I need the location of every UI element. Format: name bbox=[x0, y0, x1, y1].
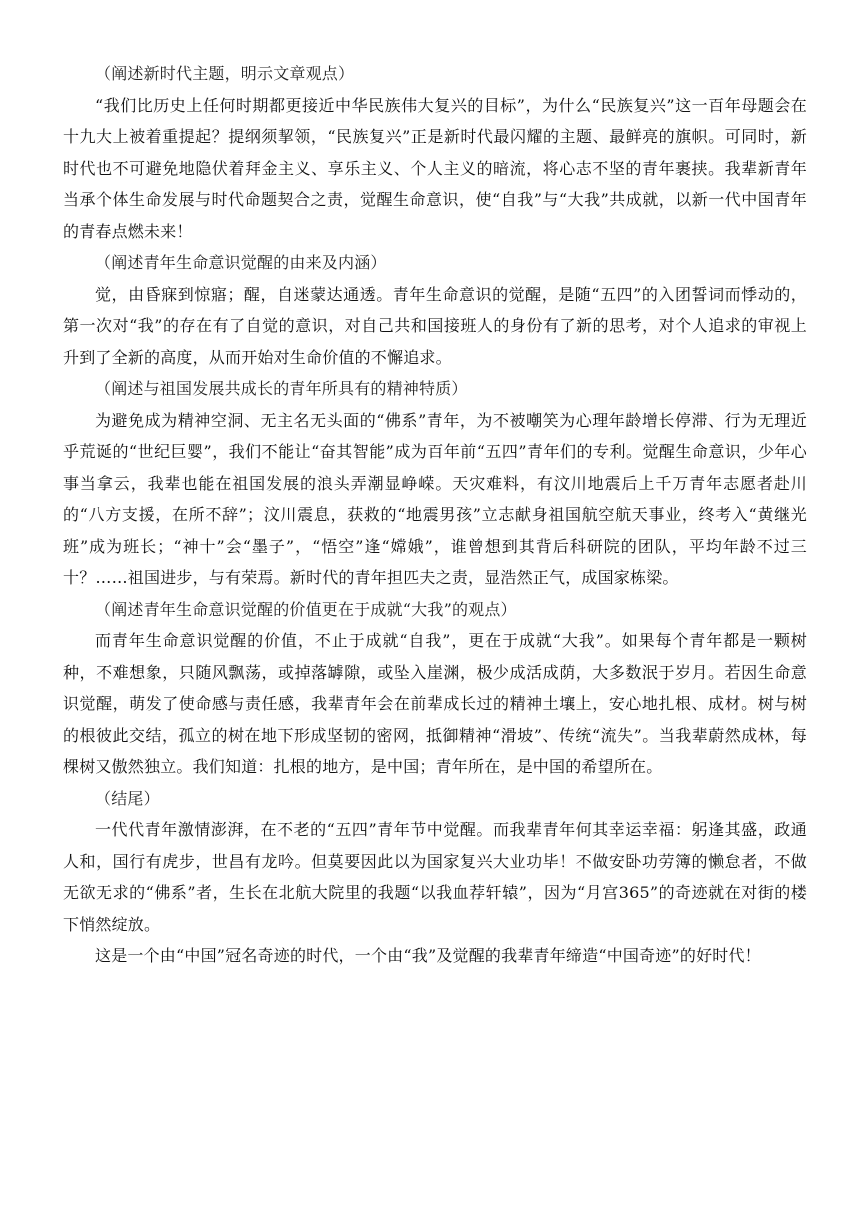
section-note-spirit: （阐述与祖国发展共成长的青年所具有的精神特质） bbox=[95, 379, 468, 398]
paragraph-conclusion: 这是一个由“中国”冠名奇迹的时代，一个由“我”及觉醒的我辈青年缔造“中国奇迹”的好时代！ bbox=[95, 946, 761, 965]
section-note-value: （阐述青年生命意识觉醒的价值更在于成就“大我”的观点） bbox=[95, 599, 517, 619]
document-page bbox=[63, 58, 807, 972]
paragraph-value: 而青年生命意识觉醒的价值，不止于成就“自我”，更在于成就“大我”。如果每个青年都是一颗树种，不难想象，只随风飘荡，或掉落罅隙，或坠入崖渊，极少成活成荫，大多数泯于岁月。若因生命意识觉醒，萌发了使命感与责任感，我辈青年会在前辈成长过的精神土壤上，安心地扎根、成材。树与树的根彼此交结，孤立的树在地下形成坚韧的密网，抵御精神“滑坡”、传统“流失”。当我辈蔚然成林，每棵树又傲然独立。我们知道：扎根的地方，是中国；青年所在，是中国的希望所在。 bbox=[63, 631, 807, 776]
section-note-origin: （阐述青年生命意识觉醒的由来及内涵） bbox=[95, 253, 387, 272]
paragraph-ending: 一代代青年激情澎湃，在不老的“五四”青年节中觉醒。而我辈青年何其幸运幸福：躬逢其盛，政通人和，国行有虎步，世昌有龙吟。但莫要因此以为国家复兴大业功毕！不做安卧功劳簿的懒怠者，不做无欲无求的“佛系”者，生长在北航大院里的我题“以我血荐轩辕”，因为“月宫365”的奇迹就在对街的楼下悄然绽放。 bbox=[63, 820, 807, 934]
paragraph-spirit: 为避免成为精神空洞、无主名无头面的“佛系”青年，为不被嘲笑为心理年龄增长停滞、行为无理近乎荒诞的“世纪巨婴”，我们不能让“奋其智能”成为百年前“五四”青年们的专利。觉醒生命意识，少年心事当拿云，我辈也能在祖国发展的浪头弄潮显峥嵘。天灾难料，有汶川地震后上千万青年志愿者赴川的“八方支援，在所不辞”；汶川震息，获救的“地震男孩”立志献身祖国航空航天事业，终考入“黄继光班”成为班长；“神十”会“墨子”，“悟空”逢“嫦娥”，谁曾想到其背后科研院的团队，平均年龄不过三十？……祖国进步，与有荣焉。新时代的青年担匹夫之责，显浩然正气，成国家栋梁。 bbox=[63, 410, 807, 587]
section-note-ending: （结尾） bbox=[95, 788, 160, 808]
section-note-theme: （阐述新时代主题，明示文章观点） bbox=[95, 64, 355, 83]
paragraph-theme: “我们比历史上任何时期都更接近中华民族伟大复兴的目标”，为什么“民族复兴”这一百年母题会在十九大上被着重提起？提纲须挈领，“民族复兴”正是新时代最闪耀的主题、最鲜亮的旗帜。可同时，新时代也不可避免地隐伏着拜金主义、享乐主义、个人主义的暗流，将心志不坚的青年裹挟。我辈新青年当承个体生命发展与时代命题契合之责，觉醒生命意识，使“自我”与“大我”共成就，以新一代中国青年的青春点燃未来！ bbox=[63, 95, 807, 241]
paragraph-origin: 觉，由昏寐到惊寤；醒，自迷蒙达通透。青年生命意识的觉醒，是随“五四”的入团誓词而悸动的，第一次对“我”的存在有了自觉的意识，对自己共和国接班人的身份有了新的思考，对个人追求的审视上升到了全新的高度，从而开始对生命价值的不懈追求。 bbox=[63, 284, 807, 367]
